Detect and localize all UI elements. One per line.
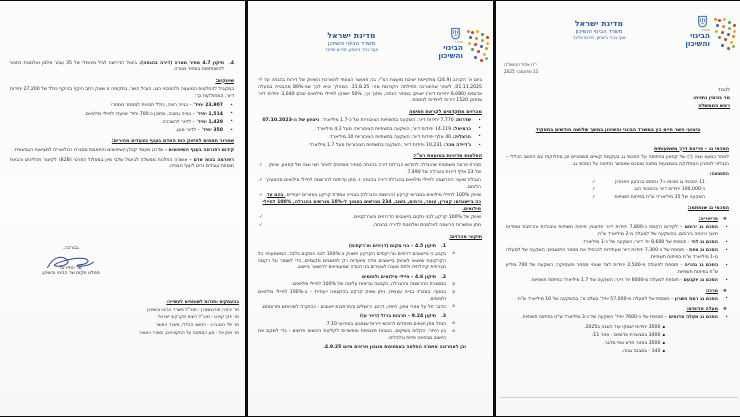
date-block <box>504 61 564 75</box>
bullet-item: • הסכם גג לוד - תוספת של 8,600 יח' דיור; השקעה של כ-1 מיליארד. <box>581 239 728 246</box>
check-item: ✓ 11 הסכמי גג סוכמו ו-7 נחתמו ברבעון האחרון <box>592 179 705 185</box>
check-item: ✓ שיווק 100% לחיילי מילואים במגרשי קרקע (הרשמה והגרלה) בבנייה צמודת קרקע באזורים ייעודיים, בהם עד כה ביישובים: קצרין, עופר, כרמים, בשוב, 234 מגרשים בסמוך ל-10% מגרשים בהגרלה, 100% לחיילי מילואים. <box>259 193 481 212</box>
cc-line: מר מתן יגל - סגן הממונה על התקציבים, משרד האוצר <box>139 330 239 336</box>
addressee-salutation: לכבוד <box>718 88 730 93</box>
bullet-item: • ג'דיידה מכר: 10,231 יחידות דיור, השקעה בתשתיות הציבוריות מעל 1.7 מיליארד. <box>307 142 481 149</box>
letterhead-text <box>282 31 421 52</box>
check-item: ✓ כ-100,000 יחידות דיור בהסכמי הגג <box>592 187 705 193</box>
bullet-item: • הסכם גג רמת השרון – תוספת של למעלה מ-57,000 יחיד' בשלב א'; בהשקעה של 10 מיליארד ש"ח. <box>516 296 728 302</box>
logo-word-misrad: משרד <box>454 40 463 44</box>
bullet-item: • 350 יחיד' – לדיור מוגן. <box>175 127 233 134</box>
numbered-item: 4. תיקון 4.7 מחיר מטרה (דירה בהנחה): ביטול הדרישה לגיל מינימלי של 35 עבור אלמן ואלמנות כתנאי להשתתפות במחיר מטרה. <box>10 60 234 73</box>
result-label: התוצאה: <box>709 171 729 177</box>
check-item: ✓ הגבלת שיעור ההרשמה לחיילי מילואים בהגרלת דירה בהנחה + מתן עדיפות להרשמה לחיילי מילואים מהמערך הלוחם. <box>259 178 481 191</box>
section-tender-amendments: תיקוני מכרזים: <box>449 234 482 240</box>
letter-title: ביצועי השר חיים כץ במשרד הבינוי והשיכון במשך שלושה חודשים בתפקיד <box>535 127 701 133</box>
paragraph: לאחר כמעט שנה (!) של קפאון בחתימה על הסכמי גג בעקבות קשיים משפטיים וכן מחלוקות עם החשב הכללי – הובלתי לפתרון המחלוקת באמצעות מתווה מוסכם שאפשר חתימה על הסכמי גג. <box>506 155 729 168</box>
page1-body <box>506 142 729 357</box>
section-marketings: שיווקים: <box>215 78 234 84</box>
division-name: אגף בכיר ביטחון, חירום וסייבר <box>572 35 626 40</box>
bullet-item: • הסכם גג ירוחם – לקידום הקמת כ-7,800 יחידות דיור חדשות, פיתוח תשתיות ציבוריות והרחבת מוסדות חינוך ורווחה בירוחם, בהשקעה של למעלה מ-2 מיליארד ש"ח. <box>506 224 728 237</box>
section-workforce: שחרור חסמים לחיזוק כוח האדם בענף בצעדים מהירים: <box>111 139 234 145</box>
bullet-item: • הסכם גג יוקנעם - תוספת למעלה מ-6000 יח' דיור; השקעה של 1.7 מיליארד בפיתוח תשתיות. <box>530 277 728 284</box>
paragraph: במקביל להחלטות המועצה ולהסכמי הגג, הוביל השר, בתקופה זו שיווק רחב היקף בהיקף כולל של 27,200 יחידות דיור, המחולקות כך: <box>10 87 234 100</box>
numbered-item: 2. תיקון 4.6 – חיילי מילואים ולוחמים <box>361 274 446 280</box>
page3-body <box>10 58 234 174</box>
israel-emblem-icon <box>450 27 461 40</box>
israel-emblem-icon <box>697 15 708 28</box>
logo-wordmark <box>672 15 710 48</box>
circle-sub-bullet: o הוחל מתן תנאים מיוחדים לרוכשי דירות שנפגעו באירועי 7.10. <box>325 321 455 327</box>
bullet-item: • הרצליה: 40 אלף יחידות דיור; השקעה בתשתיות הציבוריות 10 מיליארד. <box>328 134 481 140</box>
document-page-3 <box>0 1 245 416</box>
numbered-item: 1. תיקון 4.5 – בני מקום (דרוזים וצ'רקסים) <box>348 244 446 250</box>
logo-word-misrad: משרד <box>701 28 710 32</box>
bullet-item: • כרמיאל: 14,119 יחידות דיור; השקעה בתשתיות הציבוריות: מעל 4.2 מיליארד. <box>315 126 481 132</box>
logo-word-habinui: הבינוי <box>443 43 463 53</box>
bullet-item: • 1,514 יחיד' – בנייה נמוכה, מתוכן כ-700 יחיד' שיועדו לחיילי מילואים. <box>84 111 233 117</box>
addressee-role: ראש הממשלה <box>698 103 730 109</box>
sub-bullet: ▪3400 במבשרת אדומים - אזור E1. <box>591 331 665 338</box>
section-roof-agreements: הסכמי גג – פריצת דרך משמעותית <box>654 146 729 152</box>
logo-word-vehashikun: והשיכון <box>438 50 463 60</box>
paragraph: ביום א' הקרוב (24.9) מתקיימת ישיבת מועצת רמ"י, בה תאושר הצעתי להארכת השיווק של דירות בהנחה עד ל- 01.11.2025, לאחר שהוארכה תחילתה הקודמת מה- 31.8.25. המהלך יביא לכך שכ-80% מהבנייה במעלה אדומים (6,080 יחידות דיור) ישווקו במחיר הנחה, מתוך כך, 50% ישווקו לחיילי מילואים שהם 3,040 יחידות דיור ומתוכן 1520 דירות ליחידות לוחמות. <box>258 78 482 104</box>
circle-sub-bullet: o בין היתר: הקלות בשיקום, הטבות פיננסיות ואפשרות לקליטת רוכשים חדשים - כדי לשקם את היישוב מבחינה פיזית וכלכלית. <box>258 328 455 342</box>
division-name: אגף בכיר ביטחון, חירום וסייבר <box>324 47 379 52</box>
subsection-maale-adumim: ❖ מעלה אדומים: <box>686 307 727 313</box>
sub-bullet: ▪3500 יחידות ישווקו עוד השנה ב2025. <box>583 323 665 330</box>
ministry-name: משרד הבינוי והשיכון <box>327 40 376 47</box>
subsection-center: ❖ מרכז: <box>705 288 727 294</box>
check-item: ✓ שיווק של 100% קרקע לבני מקום ביישובים הדרוזיים והצ'רקסיים. <box>259 215 481 221</box>
cc-line: מר יולי רוטנברג - החשב הכללי, משרד האוצר <box>155 323 239 329</box>
section-signed-agreements: הסכמי גג שנחתמו: <box>687 206 729 212</box>
closing-note: וכן לאחרונה אושרה החלטה באמצעות מנגנון חריגים מיום 4.9.25. <box>323 344 466 350</box>
bullet-item: • הסכם גג צפת - תוספת של כ-7,300 יחידות דיור שעתידות להכפיל את מספר התושבים; השקעה של למעלה מ-1 מיליארד ש"ח בפיתוח תשתיות. <box>506 247 728 261</box>
paragraph: קידום רפורמה בענף השיפוצים - שדרוג מעמד קבלן השיפוצים והתאמת מסגרת רגולטורית למציאות העכשווית. <box>13 148 234 154</box>
cc-line: מר ינקי קוינט - מנכ"ל רשות מקרקעי ישראל <box>157 315 239 321</box>
ministry-logo <box>423 27 491 81</box>
check-item: ✓ השקעה של 35 מיליארדי ש"ח בפיתוח תשתיות <box>592 195 705 201</box>
check-item: ✓ מתן אפשרות הרשמה לאלמנים ואלמנות לדירה בהנחה. <box>259 223 481 229</box>
date-gregorian: 11 ספטמבר 2025 <box>504 69 539 75</box>
date-hebrew: י"ח אלול התשפ"ה <box>504 62 537 67</box>
bullet-item: • 1,429 יחיד' – לדיור להשכרה. <box>161 119 233 125</box>
addressee-name: מר בנימין נתניהו <box>693 95 730 101</box>
document-page-1 <box>496 1 740 416</box>
logo-wordmark <box>425 27 463 60</box>
paragraph: רפורמה בכוח אדם - אושרה החלטת ממשלה לביטול שלבי מיון במסלול הפרטי (B2B) לקיצור תהליכים והבאת תוספת עובדים זרים לענף הבנייה. <box>10 157 234 170</box>
state-name: מדינת ישראל <box>574 19 624 28</box>
letterhead <box>248 27 493 81</box>
section-council-decisions: החלטות מדיניות במועצת רמ"י: <box>413 154 482 160</box>
closing-salutation: בברכה, <box>63 246 79 251</box>
cc-line: מר יהודה מורגנשטרן - מנכ"ל משרד הבינוי והשיכון <box>147 307 239 313</box>
ministry-name: משרד הבינוי והשיכון <box>575 28 623 35</box>
state-name: מדינת ישראל <box>327 31 376 40</box>
page2-body <box>258 78 482 354</box>
sub-bullet: ▪3500 באזור חדש נופי מדבר. <box>603 340 665 347</box>
letterhead-text <box>530 19 668 40</box>
cc-header: בהעתקים ותודות לשותפים לעשייה: <box>166 300 239 305</box>
document-page-2 <box>248 1 493 416</box>
logo-dots-icon <box>467 30 470 33</box>
numbered-item: 3. תיקון 9.24 – חרבות ברזל (דיור עז) <box>359 313 446 319</box>
signature-block <box>18 246 124 278</box>
bullet-item: • 23,907 יחיד' – בנייה רוויה, כולל תכניות למסחר מסחרי. <box>109 102 233 109</box>
section-advanced-tenders: מכרזים מתקדמים לקראת חתימה <box>409 109 482 115</box>
logo-dots-icon <box>714 18 717 21</box>
cc-lines <box>111 307 239 338</box>
circle-sub-bullet: o במסגרת ההרשמה וההגרלה, נקבעה עדיפות עליונה של 100% לחיילי מילואים. <box>291 281 455 288</box>
bullet-item: • הסכם גג מעלה אדומים – תוספת של כ-7600 יחיד' השקעה של כ-3 מיליארד ש"ח בפיתוח תשתיות. <box>521 314 728 321</box>
ministry-logo <box>670 15 738 69</box>
addressee-block <box>693 87 730 111</box>
sub-bullet: ▪340 - במבנה גבוה. <box>621 348 665 355</box>
signer-role-2: ממלא מקום שר הבינוי והשיכון <box>42 271 100 276</box>
bullet-item: • הסכם גג נהריה - תוספת לפעולה מ-2,500 יחידות לצד שטחי מסחר ותעסוקה; השקעה של 700 מיליון ש"ח בפיתוח תשתיות. <box>506 262 728 276</box>
logo-word-habinui: הבינוי <box>690 31 710 41</box>
subsection-periphery: ❖ פריפריה: <box>698 216 727 222</box>
logo-word-vehashikun: והשיכון <box>685 38 710 48</box>
circle-sub-bullet: o נקבע כי ביישובים דרוזיים וצ'רקסיים הקרקע תשווק ב-100% לבני המקום בלבד. המשמעות: כל הקרקעות שיוצאו לשיווק ביישובים אלה מיועדות רק לתושבים מקומיים, כדי לשמור על רקמה חברתית קהילתית ולתת מענה לצעירים בני העדה שמעוניינים להישאר ביישוב. <box>258 251 455 271</box>
circle-sub-bullet: o בנוסף, במכרזי בנייה עצמית, ניתן שיווק קרקע בהקצאה ייעודית – ב-100% לחיילי מילואים ולוחמים. <box>258 289 455 302</box>
footer-rule <box>499 397 737 398</box>
signer-role-1: שר התיירות <box>60 266 82 271</box>
circle-sub-bullet: o הדבר חל על אזורי צפון, חיפה, דרום, ירושלים והתרחבות יישובים - כהוקרה לשירותם ותרומתם. <box>261 304 455 310</box>
cc-block <box>111 300 239 338</box>
check-item: ✓ סגירת פרצה משפטית שהובילה לחידוש הגרלות דירה בהנחה (מחיר מופחת) לאחר חצי שנה של קפאון. שיווק של 23 אלף דירות והגרלה של 7,490. <box>259 163 481 176</box>
bullet-item: • שדרות: 7,770 יחידות דיור, השקעה בתשתיות הציבוריות של כ-1.7 מיליארד. ניצחון של ה-07.10.2023 <box>262 117 481 124</box>
